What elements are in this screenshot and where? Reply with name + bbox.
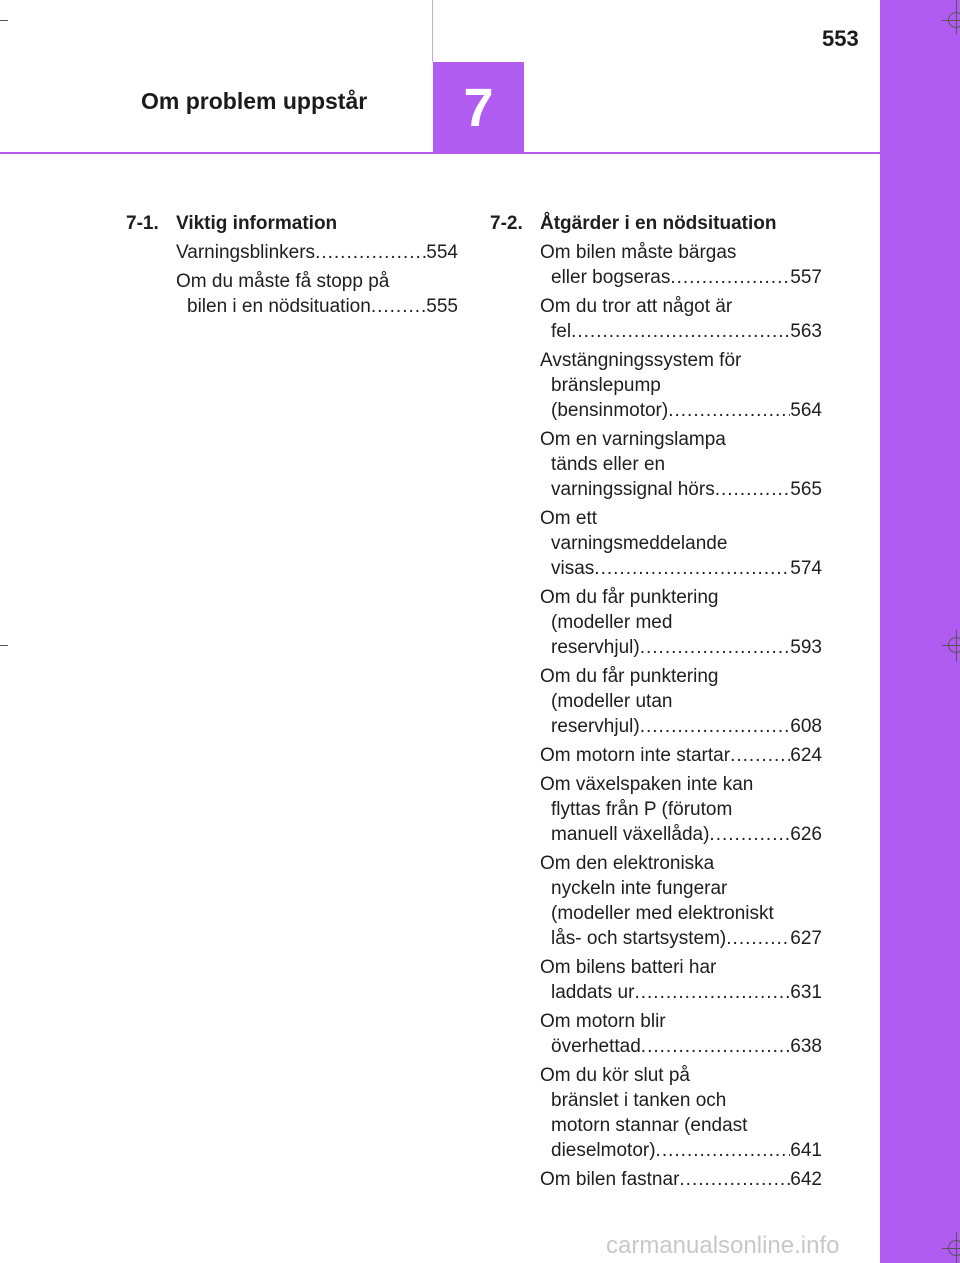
toc-page-number: 564 (790, 400, 822, 421)
dot-leader (571, 319, 790, 344)
toc-section-7-1 (126, 211, 458, 323)
toc-entry-text: Om en varningslampa (540, 429, 726, 450)
toc-entry-text: varningsmeddelande (551, 533, 728, 554)
toc-entry-text: (bensinmotor) (551, 400, 669, 421)
toc-entry[interactable] (540, 506, 822, 581)
toc-page-number: 608 (790, 716, 822, 737)
toc-entry-text: Om du får punktering (540, 666, 719, 687)
toc-entry-text: Om den elektroniska (540, 853, 715, 874)
section-number: 7-2. (490, 213, 523, 234)
toc-entry-text: fel (551, 321, 572, 342)
page-number: 553 (822, 26, 859, 51)
toc-entry[interactable] (540, 851, 822, 951)
toc-page-number: 574 (790, 558, 822, 579)
toc-entry[interactable] (540, 427, 822, 502)
toc-entry-text: laddats ur (551, 982, 635, 1003)
toc-page-number: 641 (790, 1140, 822, 1161)
toc-entry-text: flyttas från P (förutom (551, 799, 733, 820)
dot-leader (726, 926, 790, 951)
dot-leader (315, 240, 426, 265)
toc-entry[interactable] (540, 955, 822, 1005)
dot-leader (730, 743, 790, 768)
toc-page-number: 631 (790, 982, 822, 1003)
toc-entry-text: Om växelspaken inte kan (540, 774, 754, 795)
chapter-title: Om problem uppstår (141, 88, 368, 114)
toc-page-number: 638 (790, 1036, 822, 1057)
chapter-number-box (433, 62, 524, 154)
toc-entry-text: Om bilen fastnar (540, 1169, 680, 1190)
section-title: Åtgärder i en nödsituation (540, 213, 777, 234)
toc-entry[interactable] (540, 1063, 822, 1163)
toc-entry[interactable] (540, 240, 822, 290)
toc-entry-text: bilen i en nödsituation (187, 296, 371, 317)
toc-entry-text: Om du tror att något är (540, 296, 733, 317)
toc-page-number: 554 (426, 242, 458, 263)
dot-leader (640, 714, 791, 739)
toc-entry[interactable] (540, 772, 822, 847)
toc-entry-text: bränslepump (551, 375, 661, 396)
toc-entry[interactable] (176, 240, 458, 265)
toc-entry-text: överhettad (551, 1036, 641, 1057)
toc-entry-text: (modeller med (551, 612, 673, 633)
toc-entry-text: Om motorn inte startar (540, 745, 731, 766)
chapter-tab-bar (880, 0, 960, 1263)
toc-entry-text: Avstängningssystem för (540, 350, 742, 371)
toc-entry[interactable] (540, 585, 822, 660)
toc-entry-text: nyckeln inte fungerar (551, 878, 728, 899)
dot-leader (634, 980, 790, 1005)
dot-leader (709, 822, 790, 847)
dot-leader (670, 265, 790, 290)
toc-entry[interactable] (540, 294, 822, 344)
toc-entry[interactable] (540, 1167, 822, 1192)
section-heading (126, 211, 458, 236)
chapter-number: 7 (463, 78, 494, 138)
toc-entry-text: Varningsblinkers (176, 242, 316, 263)
section-title: Viktig information (176, 213, 338, 234)
toc-page-number: 624 (790, 745, 822, 766)
dot-leader (640, 635, 791, 660)
toc-entry-text: Om ett (540, 508, 598, 529)
toc-entry-text: varningssignal hörs (551, 479, 715, 500)
toc-entry-text: lås- och startsystem) (551, 928, 727, 949)
toc-entry-text: Om bilen måste bärgas (540, 242, 737, 263)
toc-page-number: 557 (790, 267, 822, 288)
toc-entry-text: eller bogseras (551, 267, 671, 288)
toc-entry-text: dieselmotor) (551, 1140, 656, 1161)
toc-entry-text: Om du måste få stopp på (176, 271, 390, 292)
toc-entry[interactable] (540, 348, 822, 423)
section-heading (490, 211, 822, 236)
watermark: carmanualsonline.info (606, 1232, 840, 1259)
toc-entry[interactable] (176, 269, 458, 319)
toc-entry-text: motorn stannar (endast (551, 1115, 748, 1136)
toc-entry[interactable] (540, 1009, 822, 1059)
toc-entry-text: Om motorn blir (540, 1011, 666, 1032)
dot-leader (594, 556, 790, 581)
toc-entry-text: reservhjul) (551, 637, 640, 658)
dot-leader (641, 1034, 791, 1059)
section-number: 7-1. (126, 213, 159, 234)
toc-entry-text: Om bilens batteri har (540, 957, 717, 978)
toc-entry-text: reservhjul) (551, 716, 640, 737)
toc-page-number: 593 (790, 637, 822, 658)
toc-section-7-2 (490, 211, 822, 1196)
toc-entry-text: Om du får punktering (540, 587, 719, 608)
toc-page-number: 555 (426, 296, 458, 317)
dot-leader (668, 398, 790, 423)
toc-page-number: 626 (790, 824, 822, 845)
toc-entry-text: (modeller utan (551, 691, 673, 712)
toc-entry-text: (modeller med elektroniskt (551, 903, 774, 924)
toc-entry-text: visas (551, 558, 595, 579)
toc-page-number: 627 (790, 928, 822, 949)
dot-leader (715, 477, 791, 502)
dot-leader (371, 294, 426, 319)
toc-page-number: 642 (790, 1169, 822, 1190)
dot-leader (656, 1138, 791, 1163)
toc-entry-text: manuell växellåda) (551, 824, 710, 845)
toc-entry[interactable] (540, 743, 822, 768)
toc-entry-text: Om du kör slut på (540, 1065, 690, 1086)
toc-entry-text: tänds eller en (551, 454, 666, 475)
crop-line (432, 0, 433, 62)
toc-entry[interactable] (540, 664, 822, 739)
toc-page-number: 565 (790, 479, 822, 500)
dot-leader (679, 1167, 790, 1192)
toc-page-number: 563 (790, 321, 822, 342)
toc-entry-text: bränslet i tanken och (551, 1090, 727, 1111)
